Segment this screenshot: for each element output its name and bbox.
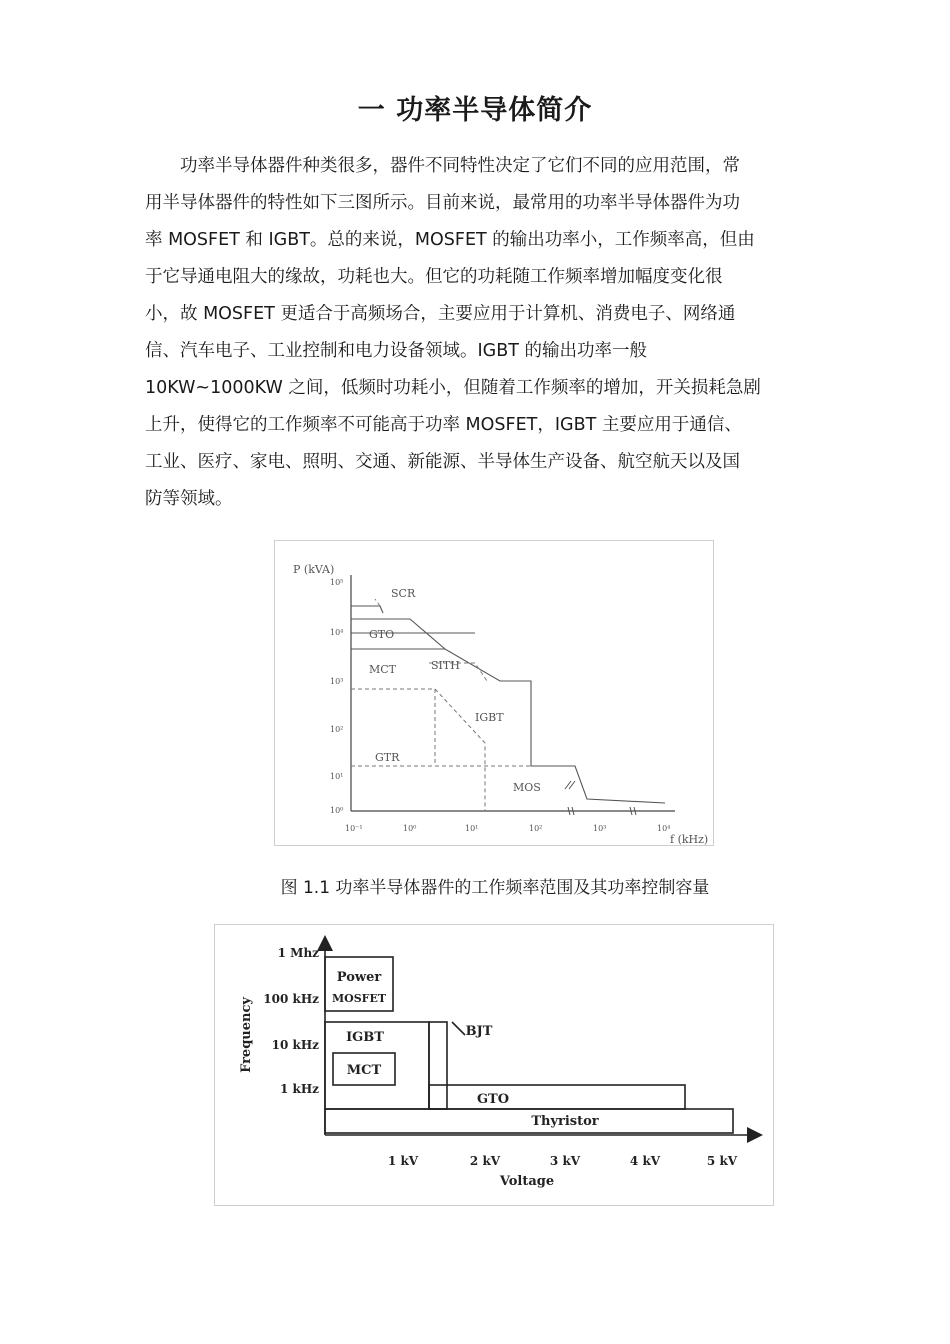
paragraph-line: 上升，使得它的工作频率不可能高于功率 MOSFET，IGBT 主要应用于通信、 — [145, 415, 742, 435]
paragraph-line: 小，故 MOSFET 更适合于高频场合，主要应用于计算机、消费电子、网络通 — [145, 304, 736, 324]
y-tick: 10¹ — [330, 772, 344, 781]
x-tick: 2 kV — [469, 1154, 501, 1168]
y-tick: 10⁵ — [330, 578, 344, 587]
x-tick: 10⁻¹ — [345, 824, 363, 833]
gto-boundary — [351, 619, 445, 649]
y-tick: 10 kHz — [271, 1038, 319, 1052]
x-tick: 3 kV — [549, 1154, 581, 1168]
page-title: 一 功率半导体简介 — [357, 95, 593, 126]
x-axis-label: f (kHz) — [670, 833, 709, 845]
intro-paragraph — [145, 148, 810, 518]
paragraph-line: 于它导通电阻大的缘故，功耗也大。但它的功耗随工作频率增加幅度变化很 — [145, 267, 723, 287]
frequency-voltage-diagram — [215, 925, 773, 1205]
figure-caption: 图 1.1 功率半导体器件的工作频率范围及其功率控制容量 — [280, 878, 710, 898]
paragraph-line: 工业、医疗、家电、照明、交通、新能源、半导体生产设备、航空航天以及国 — [145, 452, 740, 472]
paragraph-line: 功率半导体器件种类很多，器件不同特性决定了它们不同的应用范围，常 — [145, 156, 740, 176]
device-label-gto: GTO — [476, 1092, 510, 1107]
device-label-mct: MCT — [346, 1063, 382, 1078]
region-label-mos: MOS — [513, 781, 541, 794]
scr-boundary — [351, 606, 383, 613]
y-axis-label: Frequency — [239, 997, 254, 1073]
bjt-pointer — [452, 1022, 465, 1035]
x-tick: 4 kV — [629, 1154, 661, 1168]
y-tick: 1 kHz — [280, 1082, 319, 1096]
paragraph-line: 信、汽车电子、工业控制和电力设备领域。IGBT 的输出功率一般 — [145, 341, 647, 361]
y-tick: 10³ — [330, 677, 344, 686]
x-tick: 1 kV — [387, 1154, 419, 1168]
power-frequency-figure — [274, 540, 714, 846]
x-tick: 10² — [529, 824, 543, 833]
paragraph-line: 用半导体器件的特性如下三图所示。目前来说，最常用的功率半导体器件为功 — [145, 193, 740, 213]
mos-igbt-boundary — [351, 649, 665, 803]
paragraph-line: 10KW~1000KW 之间，低频时功耗小，但随着工作频率的增加，开关损耗急剧 — [145, 378, 761, 398]
device-label-bjt: BJT — [465, 1024, 493, 1039]
paragraph-line: 防等领域。 — [145, 489, 233, 509]
paragraph-line: 率 MOSFET 和 IGBT。总的来说，MOSFET 的输出功率小，工作频率高，但由 — [145, 230, 755, 250]
region-label-gto: GTO — [369, 628, 395, 641]
x-tick: 10⁴ — [657, 824, 671, 833]
y-tick: 100 kHz — [263, 992, 319, 1006]
thyristor-region — [325, 1109, 733, 1133]
y-tick: 10⁰ — [330, 806, 344, 815]
y-axis-label: P (kVA) — [293, 563, 335, 576]
power-frequency-diagram — [275, 541, 713, 845]
device-label-mosfet: MOSFET — [331, 992, 387, 1005]
y-tick: 1 Mhz — [277, 946, 319, 960]
region-label-sith: SITH — [431, 659, 460, 672]
scr-pointer — [375, 599, 380, 606]
device-label-thyristor: Thyristor — [531, 1114, 599, 1129]
y-tick: 10⁴ — [330, 628, 344, 637]
region-label-igbt: IGBT — [475, 711, 504, 724]
gto-region — [429, 1085, 685, 1109]
x-tick: 10³ — [593, 824, 607, 833]
region-label-mct: MCT — [369, 663, 397, 676]
mct-igbt-boundary — [351, 689, 485, 811]
x-tick: 5 kV — [706, 1154, 738, 1168]
bjt-region — [429, 1022, 447, 1109]
x-tick: 10¹ — [465, 824, 479, 833]
device-label-power: Power — [336, 970, 382, 985]
x-axis-label: Voltage — [499, 1174, 555, 1189]
y-tick: 10² — [330, 725, 344, 734]
region-label-scr: SCR — [391, 587, 416, 600]
region-label-gtr: GTR — [375, 751, 400, 764]
frequency-voltage-figure — [214, 924, 774, 1206]
device-label-igbt: IGBT — [346, 1030, 384, 1045]
x-tick: 10⁰ — [403, 824, 417, 833]
